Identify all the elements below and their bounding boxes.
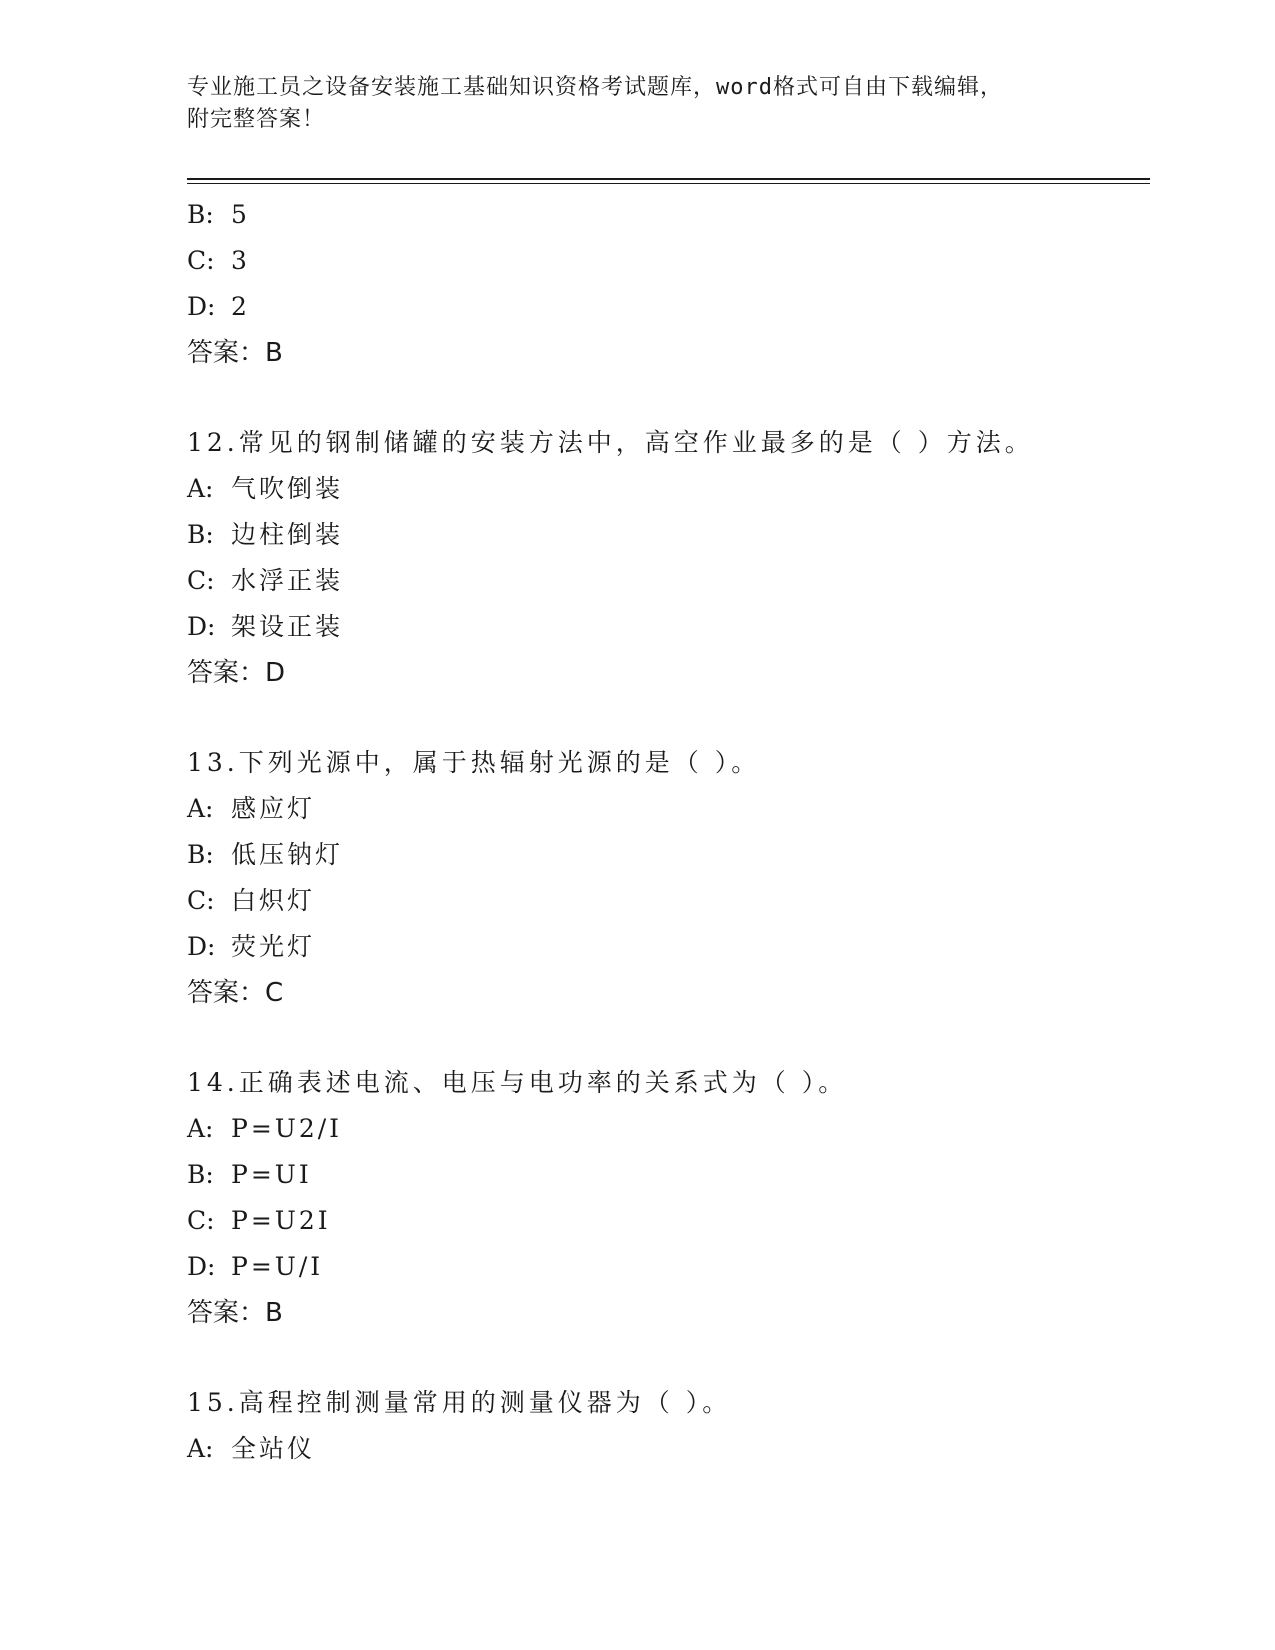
question-block-13 — [187, 740, 1147, 1016]
option-c — [187, 558, 1147, 604]
question-stem: 14.正确表述电流、电压与电功率的关系式为（ ）。 — [187, 1068, 848, 1097]
option-c — [187, 1198, 1147, 1244]
option-label: A: — [187, 1434, 214, 1463]
option-text: P=U2I — [231, 1206, 331, 1235]
option-label: C: — [187, 246, 215, 275]
question-block-14 — [187, 1060, 1147, 1336]
option-label: B: — [187, 200, 214, 229]
option-d — [187, 1244, 1147, 1290]
answer-line: 答案：B — [187, 1298, 283, 1328]
option-b — [187, 512, 1147, 558]
option-text: P=U/I — [231, 1252, 324, 1281]
option-c — [187, 878, 1147, 924]
option-d — [187, 604, 1147, 650]
header-line-1: 专业施工员之设备安装施工基础知识资格考试题库，word格式可自由下载编辑， — [187, 75, 1003, 100]
header-line-2: 附完整答案！ — [187, 107, 326, 132]
answer-line: 答案：C — [187, 978, 284, 1008]
question-block-15 — [187, 1380, 1147, 1472]
option-text: 边柱倒装 — [231, 520, 344, 549]
option-text: 3 — [231, 246, 250, 275]
option-text: 架设正装 — [231, 612, 344, 641]
option-label: A: — [187, 1114, 214, 1143]
answer-line: 答案：D — [187, 658, 286, 688]
question-stem: 13.下列光源中，属于热辐射光源的是（ ）。 — [187, 748, 761, 777]
option-label: D: — [187, 1252, 216, 1281]
option-text: 荧光灯 — [231, 932, 316, 961]
option-label: D: — [187, 292, 216, 321]
option-label: C: — [187, 1206, 215, 1235]
document-header — [187, 72, 1087, 136]
option-text: 全站仪 — [231, 1434, 316, 1463]
question-list — [187, 192, 1147, 1472]
option-b — [187, 192, 1147, 238]
option-label: D: — [187, 612, 216, 641]
option-d — [187, 924, 1147, 970]
answer-line: 答案：B — [187, 338, 283, 368]
option-text: P=U2/I — [231, 1114, 343, 1143]
question-stem: 12.常见的钢制储罐的安装方法中，高空作业最多的是（ ）方法。 — [187, 428, 1034, 457]
option-text: 5 — [231, 200, 250, 229]
option-a — [187, 786, 1147, 832]
question-block-partial — [187, 192, 1147, 376]
question-stem: 15.高程控制测量常用的测量仪器为（ ）。 — [187, 1388, 732, 1417]
option-label: C: — [187, 886, 215, 915]
option-label: B: — [187, 520, 214, 549]
option-text: P=UI — [231, 1160, 312, 1189]
option-text: 感应灯 — [231, 794, 316, 823]
option-b — [187, 1152, 1147, 1198]
option-text: 低压钠灯 — [231, 840, 344, 869]
option-c — [187, 238, 1147, 284]
header-divider-thin — [187, 183, 1150, 184]
option-a — [187, 466, 1147, 512]
option-label: A: — [187, 794, 214, 823]
option-a — [187, 1106, 1147, 1152]
option-label: B: — [187, 840, 214, 869]
option-text: 气吹倒装 — [231, 474, 344, 503]
option-text: 白炽灯 — [231, 886, 316, 915]
option-label: A: — [187, 474, 214, 503]
option-label: B: — [187, 1160, 214, 1189]
option-text: 水浮正装 — [231, 566, 344, 595]
option-d — [187, 284, 1147, 330]
question-block-12 — [187, 420, 1147, 696]
option-label: C: — [187, 566, 215, 595]
option-label: D: — [187, 932, 216, 961]
option-a — [187, 1426, 1147, 1472]
header-divider-thick — [187, 178, 1150, 180]
option-b — [187, 832, 1147, 878]
option-text: 2 — [231, 292, 250, 321]
